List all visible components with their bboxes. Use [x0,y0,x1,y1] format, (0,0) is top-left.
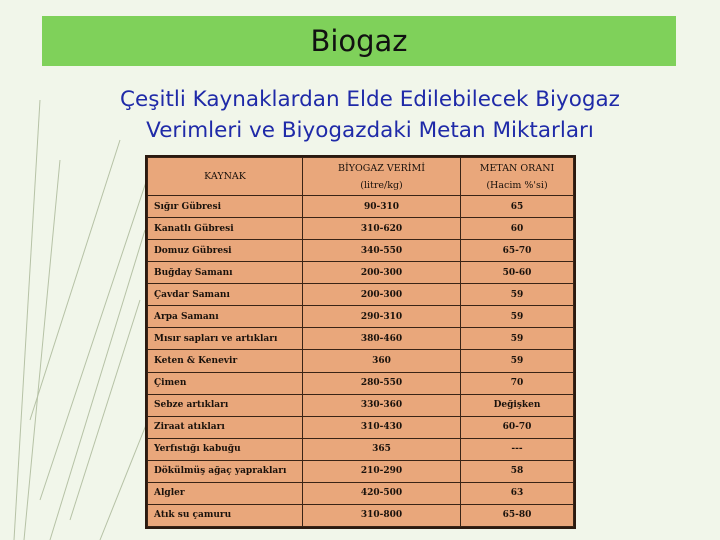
kaynak-cell: Mısır sapları ve artıkları [148,328,303,350]
table-row [148,416,574,438]
metan-cell: 60-70 [461,416,574,438]
table-row [148,284,574,306]
header-metan: METAN ORANI (Hacim %'si) [461,158,574,196]
subtitle [60,84,680,146]
metan-cell: 70 [461,372,574,394]
subtitle-line-2: Verimleri ve Biyogazdaki Metan Miktarları [146,118,594,143]
kaynak-cell: Domuz Gübresi [148,240,303,262]
verim-cell: 90-310 [303,196,461,218]
kaynak-cell: Arpa Samanı [148,306,303,328]
metan-cell: Değişken [461,394,574,416]
verim-cell: 380-460 [303,328,461,350]
table-row [148,350,574,372]
table-row [148,482,574,504]
kaynak-cell: Sebze artıkları [148,394,303,416]
verim-cell: 360 [303,350,461,372]
table-row [148,218,574,240]
verim-cell: 200-300 [303,284,461,306]
biogas-table [147,157,574,527]
metan-cell: 60 [461,218,574,240]
kaynak-cell: Keten & Kenevir [148,350,303,372]
metan-cell: 63 [461,482,574,504]
header-verim: BİYOGAZ VERİMİ (litre/kg) [303,158,461,196]
verim-cell: 310-620 [303,218,461,240]
verim-cell: 420-500 [303,482,461,504]
metan-cell: 58 [461,460,574,482]
header-kaynak: KAYNAK [148,158,303,196]
kaynak-cell: Buğday Samanı [148,262,303,284]
kaynak-cell: Dökülmüş ağaç yaprakları [148,460,303,482]
verim-cell: 280-550 [303,372,461,394]
metan-cell: 59 [461,328,574,350]
verim-cell: 200-300 [303,262,461,284]
kaynak-cell: Ziraat atıkları [148,416,303,438]
table-row [148,460,574,482]
metan-cell: 59 [461,350,574,372]
table-row [148,328,574,350]
subtitle-line-1: Çeşitli Kaynaklardan Elde Edilebilecek Biyogaz [120,87,620,112]
table-row [148,394,574,416]
metan-cell: 65-70 [461,240,574,262]
kaynak-cell: Sığır Gübresi [148,196,303,218]
metan-cell: 50-60 [461,262,574,284]
metan-cell: --- [461,438,574,460]
table-header-row [148,158,574,196]
metan-cell: 65-80 [461,504,574,526]
metan-cell: 59 [461,284,574,306]
table-row [148,504,574,526]
kaynak-cell: Çimen [148,372,303,394]
biogas-table-image [145,155,576,529]
table-row [148,438,574,460]
verim-cell: 330-360 [303,394,461,416]
table-row [148,240,574,262]
table-row [148,372,574,394]
metan-cell: 59 [461,306,574,328]
verim-cell: 340-550 [303,240,461,262]
metan-cell: 65 [461,196,574,218]
verim-cell: 365 [303,438,461,460]
verim-cell: 310-800 [303,504,461,526]
verim-cell: 210-290 [303,460,461,482]
table-row [148,306,574,328]
kaynak-cell: Çavdar Samanı [148,284,303,306]
page-title: Biogaz [310,24,408,58]
kaynak-cell: Kanatlı Gübresi [148,218,303,240]
title-bar [42,16,676,66]
kaynak-cell: Atık su çamuru [148,504,303,526]
table-row [148,196,574,218]
verim-cell: 290-310 [303,306,461,328]
kaynak-cell: Yerfıstığı kabuğu [148,438,303,460]
kaynak-cell: Algler [148,482,303,504]
verim-cell: 310-430 [303,416,461,438]
table-row [148,262,574,284]
